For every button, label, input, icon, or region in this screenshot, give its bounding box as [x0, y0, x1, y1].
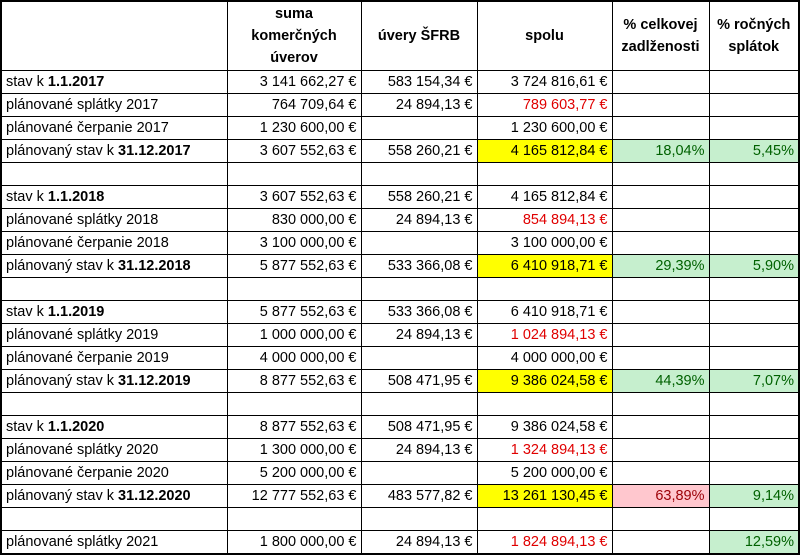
cell-total[interactable]: 1 230 600,00 € — [477, 117, 612, 140]
cell-annual-pct[interactable] — [709, 232, 799, 255]
cell-annual-pct[interactable]: 12,59% — [709, 531, 799, 555]
row-date: 1.1.2020 — [47, 419, 105, 435]
cell-sfrb[interactable]: 508 471,95 € — [361, 370, 477, 393]
row-label: plánované splátky 2019 — [6, 327, 159, 343]
cell-sfrb[interactable]: 483 577,82 € — [361, 485, 477, 508]
cell-sfrb[interactable] — [361, 163, 477, 186]
cell-total[interactable]: 1 324 894,13 € — [477, 439, 612, 462]
row-label-cell[interactable] — [1, 416, 227, 439]
row-label: stav k — [6, 74, 48, 90]
cell-sfrb[interactable]: 583 154,34 € — [361, 71, 477, 94]
header-annual-pct[interactable]: % ročných splátok — [709, 1, 799, 71]
table-row — [1, 232, 799, 255]
cell-sfrb[interactable]: 24 894,13 € — [361, 209, 477, 232]
row-label-cell[interactable] — [1, 255, 227, 278]
cell-commercial[interactable]: 3 141 662,27 € — [227, 71, 361, 94]
cell-commercial[interactable]: 1 300 000,00 € — [227, 439, 361, 462]
spacer-row — [1, 393, 799, 416]
cell-commercial[interactable]: 3 607 552,63 € — [227, 140, 361, 163]
row-label: stav k — [6, 419, 48, 435]
row-label: plánovaný stav k — [6, 143, 119, 159]
row-date: 1.1.2019 — [47, 304, 105, 320]
cell-debt-pct[interactable] — [612, 163, 709, 186]
cell-annual-pct[interactable] — [709, 439, 799, 462]
cell-debt-pct[interactable]: 63,89% — [612, 485, 709, 508]
cell-total[interactable]: 4 165 812,84 € — [477, 140, 612, 163]
row-label-cell[interactable] — [1, 232, 227, 255]
cell-total[interactable]: 854 894,13 € — [477, 209, 612, 232]
row-date: 1.1.2018 — [47, 189, 105, 205]
row-label-cell[interactable] — [1, 186, 227, 209]
row-label: plánované splátky 2017 — [6, 97, 159, 113]
cell-commercial[interactable] — [227, 163, 361, 186]
table-row — [1, 209, 799, 232]
cell-debt-pct[interactable]: 44,39% — [612, 370, 709, 393]
cell-annual-pct[interactable] — [709, 186, 799, 209]
row-date: 1.1.2017 — [47, 74, 105, 90]
row-label-cell[interactable] — [1, 462, 227, 485]
row-label-cell[interactable] — [1, 347, 227, 370]
cell-total[interactable]: 4 000 000,00 € — [477, 347, 612, 370]
cell-total[interactable]: 3 724 816,61 € — [477, 71, 612, 94]
cell-debt-pct[interactable] — [612, 71, 709, 94]
row-label-cell[interactable] — [1, 140, 227, 163]
row-label-cell[interactable] — [1, 209, 227, 232]
row-label: plánované čerpanie 2020 — [6, 465, 169, 481]
cell-total[interactable] — [477, 278, 612, 301]
row-label: stav k — [6, 304, 48, 320]
cell-annual-pct[interactable] — [709, 324, 799, 347]
spacer-row — [1, 163, 799, 186]
cell-commercial[interactable]: 5 200 000,00 € — [227, 462, 361, 485]
cell-debt-pct[interactable] — [612, 324, 709, 347]
header-label-cell[interactable] — [1, 1, 227, 71]
cell-annual-pct[interactable]: 9,14% — [709, 485, 799, 508]
table-row — [1, 531, 799, 555]
cell-sfrb[interactable]: 508 471,95 € — [361, 416, 477, 439]
row-label-cell[interactable] — [1, 301, 227, 324]
cell-sfrb[interactable] — [361, 462, 477, 485]
cell-total[interactable]: 789 603,77 € — [477, 94, 612, 117]
cell-total[interactable]: 1 024 894,13 € — [477, 324, 612, 347]
table-row — [1, 324, 799, 347]
table-row — [1, 255, 799, 278]
cell-debt-pct[interactable] — [612, 186, 709, 209]
cell-sfrb[interactable] — [361, 393, 477, 416]
cell-annual-pct[interactable] — [709, 163, 799, 186]
cell-commercial[interactable]: 5 877 552,63 € — [227, 255, 361, 278]
cell-total[interactable] — [477, 163, 612, 186]
cell-debt-pct[interactable] — [612, 347, 709, 370]
table-row — [1, 140, 799, 163]
cell-commercial[interactable]: 1 000 000,00 € — [227, 324, 361, 347]
cell-annual-pct[interactable] — [709, 462, 799, 485]
row-label: plánované splátky 2021 — [6, 534, 159, 550]
row-label-cell[interactable] — [1, 485, 227, 508]
cell-sfrb[interactable]: 24 894,13 € — [361, 439, 477, 462]
cell-debt-pct[interactable] — [612, 531, 709, 555]
cell-annual-pct[interactable] — [709, 278, 799, 301]
cell-commercial[interactable]: 1 800 000,00 € — [227, 531, 361, 555]
row-label-cell[interactable] — [1, 71, 227, 94]
table-row — [1, 439, 799, 462]
cell-annual-pct[interactable] — [709, 117, 799, 140]
cell-sfrb[interactable]: 558 260,21 € — [361, 140, 477, 163]
cell-annual-pct[interactable]: 7,07% — [709, 370, 799, 393]
cell-commercial[interactable]: 5 877 552,63 € — [227, 301, 361, 324]
cell-annual-pct[interactable]: 5,45% — [709, 140, 799, 163]
cell-sfrb[interactable]: 533 366,08 € — [361, 255, 477, 278]
row-label-cell[interactable] — [1, 324, 227, 347]
cell-commercial[interactable] — [227, 393, 361, 416]
cell-total[interactable]: 5 200 000,00 € — [477, 462, 612, 485]
cell-total[interactable]: 6 410 918,71 € — [477, 255, 612, 278]
cell-annual-pct[interactable]: 5,90% — [709, 255, 799, 278]
row-label: plánované čerpanie 2017 — [6, 120, 169, 136]
spacer-row — [1, 278, 799, 301]
row-label-cell[interactable] — [1, 94, 227, 117]
row-label-cell[interactable] — [1, 163, 227, 186]
table-row — [1, 71, 799, 94]
cell-total[interactable]: 6 410 918,71 € — [477, 301, 612, 324]
cell-total[interactable]: 3 100 000,00 € — [477, 232, 612, 255]
cell-total[interactable]: 1 824 894,13 € — [477, 531, 612, 555]
cell-annual-pct[interactable] — [709, 94, 799, 117]
cell-debt-pct[interactable] — [612, 117, 709, 140]
cell-total[interactable] — [477, 393, 612, 416]
cell-commercial[interactable]: 8 877 552,63 € — [227, 370, 361, 393]
cell-debt-pct[interactable] — [612, 508, 709, 531]
cell-debt-pct[interactable] — [612, 301, 709, 324]
cell-debt-pct[interactable] — [612, 439, 709, 462]
row-label: stav k — [6, 189, 48, 205]
row-label: plánovaný stav k — [6, 373, 119, 389]
cell-annual-pct[interactable] — [709, 301, 799, 324]
spacer-row — [1, 508, 799, 531]
cell-debt-pct[interactable] — [612, 278, 709, 301]
header-debt-pct[interactable]: % celkovej zadlženosti — [612, 1, 709, 71]
table-row — [1, 462, 799, 485]
cell-sfrb[interactable]: 558 260,21 € — [361, 186, 477, 209]
cell-commercial[interactable]: 4 000 000,00 € — [227, 347, 361, 370]
table-row — [1, 301, 799, 324]
cell-total[interactable]: 13 261 130,45 € — [477, 485, 612, 508]
cell-commercial[interactable]: 8 877 552,63 € — [227, 416, 361, 439]
row-label-cell[interactable] — [1, 508, 227, 531]
row-label-cell[interactable] — [1, 393, 227, 416]
cell-sfrb[interactable] — [361, 117, 477, 140]
cell-debt-pct[interactable]: 18,04% — [612, 140, 709, 163]
cell-total[interactable]: 9 386 024,58 € — [477, 370, 612, 393]
cell-total[interactable]: 9 386 024,58 € — [477, 416, 612, 439]
cell-debt-pct[interactable] — [612, 232, 709, 255]
header-row — [1, 1, 799, 71]
table-row — [1, 485, 799, 508]
cell-sfrb[interactable] — [361, 232, 477, 255]
cell-total[interactable]: 4 165 812,84 € — [477, 186, 612, 209]
row-label-cell[interactable] — [1, 370, 227, 393]
row-label: plánované splátky 2018 — [6, 212, 159, 228]
row-label-cell[interactable] — [1, 531, 227, 555]
row-label: plánovaný stav k — [6, 488, 119, 504]
row-label: plánované splátky 2020 — [6, 442, 159, 458]
header-commercial[interactable]: suma komerčných úverov — [227, 1, 361, 71]
row-label-cell[interactable] — [1, 117, 227, 140]
row-date: 31.12.2018 — [118, 258, 191, 274]
cell-annual-pct[interactable] — [709, 209, 799, 232]
cell-commercial[interactable] — [227, 508, 361, 531]
row-label: plánovaný stav k — [6, 258, 119, 274]
cell-annual-pct[interactable] — [709, 416, 799, 439]
cell-commercial[interactable]: 764 709,64 € — [227, 94, 361, 117]
cell-commercial[interactable] — [227, 278, 361, 301]
cell-sfrb[interactable]: 24 894,13 € — [361, 324, 477, 347]
table-row — [1, 347, 799, 370]
row-date: 31.12.2017 — [118, 143, 191, 159]
cell-sfrb[interactable] — [361, 347, 477, 370]
row-date: 31.12.2020 — [118, 488, 191, 504]
row-date: 31.12.2019 — [118, 373, 191, 389]
cell-sfrb[interactable] — [361, 278, 477, 301]
row-label-cell[interactable] — [1, 439, 227, 462]
cell-debt-pct[interactable] — [612, 462, 709, 485]
cell-sfrb[interactable]: 24 894,13 € — [361, 94, 477, 117]
cell-sfrb[interactable] — [361, 508, 477, 531]
row-label: plánované čerpanie 2019 — [6, 350, 169, 366]
cell-debt-pct[interactable] — [612, 94, 709, 117]
cell-sfrb[interactable]: 24 894,13 € — [361, 531, 477, 555]
table-row — [1, 117, 799, 140]
cell-commercial[interactable]: 12 777 552,63 € — [227, 485, 361, 508]
cell-commercial[interactable]: 830 000,00 € — [227, 209, 361, 232]
table-row — [1, 370, 799, 393]
cell-annual-pct[interactable] — [709, 347, 799, 370]
table-row — [1, 416, 799, 439]
cell-debt-pct[interactable] — [612, 209, 709, 232]
cell-commercial[interactable]: 3 100 000,00 € — [227, 232, 361, 255]
cell-annual-pct[interactable] — [709, 393, 799, 416]
cell-commercial[interactable]: 3 607 552,63 € — [227, 186, 361, 209]
cell-debt-pct[interactable] — [612, 416, 709, 439]
row-label-cell[interactable] — [1, 278, 227, 301]
row-label: plánované čerpanie 2018 — [6, 235, 169, 251]
cell-commercial[interactable]: 1 230 600,00 € — [227, 117, 361, 140]
cell-annual-pct[interactable] — [709, 71, 799, 94]
header-sfrb[interactable]: úvery ŠFRB — [361, 1, 477, 71]
cell-annual-pct[interactable] — [709, 508, 799, 531]
table-row — [1, 186, 799, 209]
cell-sfrb[interactable]: 533 366,08 € — [361, 301, 477, 324]
table-row — [1, 94, 799, 117]
cell-debt-pct[interactable]: 29,39% — [612, 255, 709, 278]
cell-total[interactable] — [477, 508, 612, 531]
header-total[interactable]: spolu — [477, 1, 612, 71]
cell-debt-pct[interactable] — [612, 393, 709, 416]
